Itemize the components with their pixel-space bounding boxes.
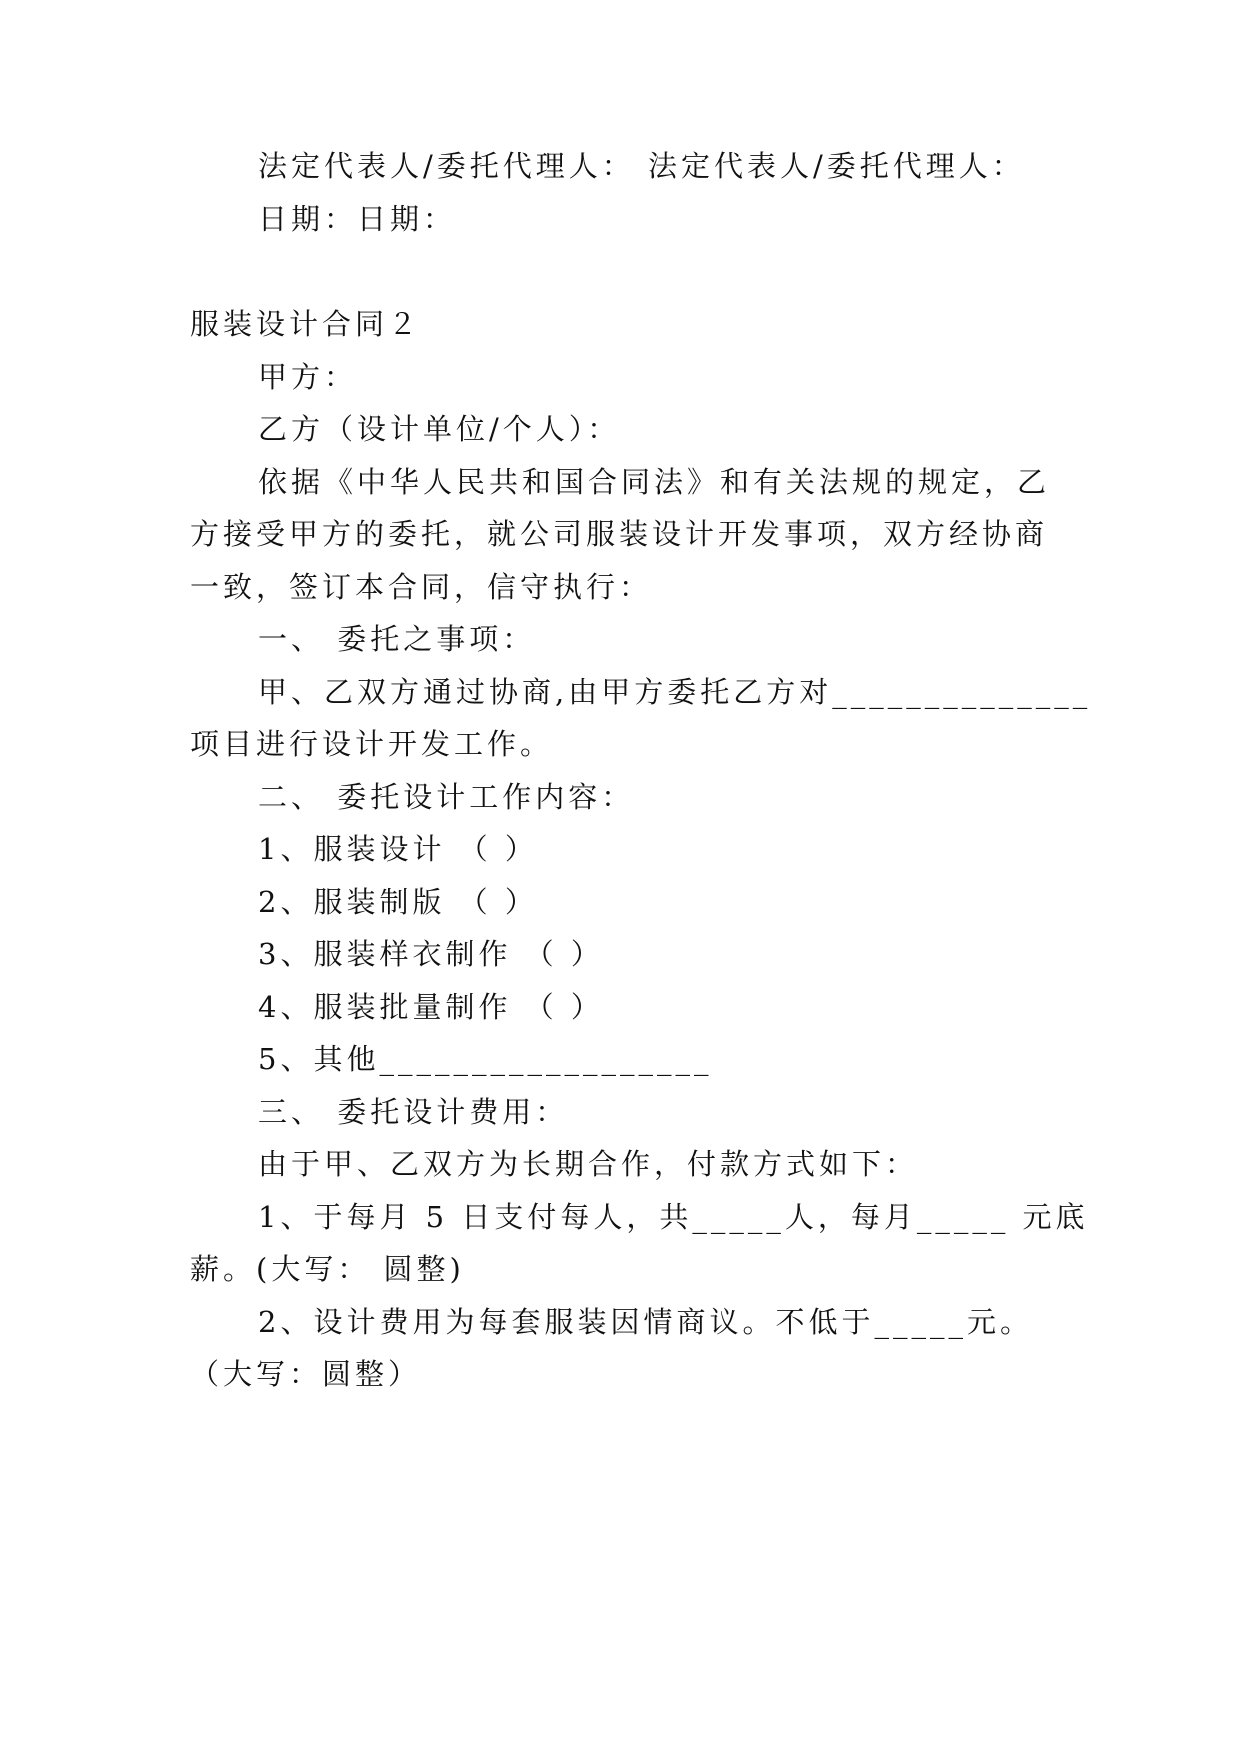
contract-title: 服装设计合同２ — [190, 307, 422, 341]
party-a: 甲方： — [258, 360, 358, 394]
signature-date-line: 日期：日期： — [258, 202, 457, 236]
section-2-item-4: 4、服装批量制作 （ ） — [258, 990, 604, 1024]
intro-line-3: 一致，签订本合同，信守执行： — [190, 570, 653, 604]
intro-line-1: 依据《中华人民共和国合同法》和有关法规的规定，乙 — [258, 465, 1051, 499]
section-3-clause-1-line-1: 1、于每月 5 日支付每人，共_____人，每月_____ 元底 — [258, 1200, 1089, 1234]
section-2-item-1: 1、服装设计 （ ） — [258, 832, 538, 866]
party-b: 乙方（设计单位/个人）： — [258, 412, 621, 446]
section-2-item-5: 5、其他__________________ — [258, 1042, 713, 1076]
intro-line-2: 方接受甲方的委托，就公司服装设计开发事项，双方经协商 — [190, 517, 1049, 551]
section-2-heading: 二、 委托设计工作内容： — [258, 780, 635, 814]
section-3-clause-2-line-1: 2、设计费用为每套服装因情商议。不低于_____元。 — [258, 1305, 1033, 1339]
section-1-body-2: 项目进行设计开发工作。 — [190, 727, 554, 761]
section-2-item-2: 2、服装制版 （ ） — [258, 885, 538, 919]
section-1-heading: 一、 委托之事项： — [258, 622, 536, 656]
section-3-heading: 三、 委托设计费用： — [258, 1095, 569, 1129]
section-3-clause-2-line-2: （大写：圆整） — [190, 1357, 422, 1391]
section-2-item-3: 3、服装样衣制作 （ ） — [258, 937, 604, 971]
signature-rep-line: 法定代表人/委托代理人： 法定代表人/委托代理人： — [258, 149, 1025, 183]
section-3-intro: 由于甲、乙双方为长期合作，付款方式如下： — [258, 1147, 919, 1181]
section-1-body-1: 甲、乙双方通过协商,由甲方委托乙方对______________ — [258, 675, 1092, 709]
section-3-clause-1-line-2: 薪。(大写： 圆整) — [190, 1252, 465, 1286]
